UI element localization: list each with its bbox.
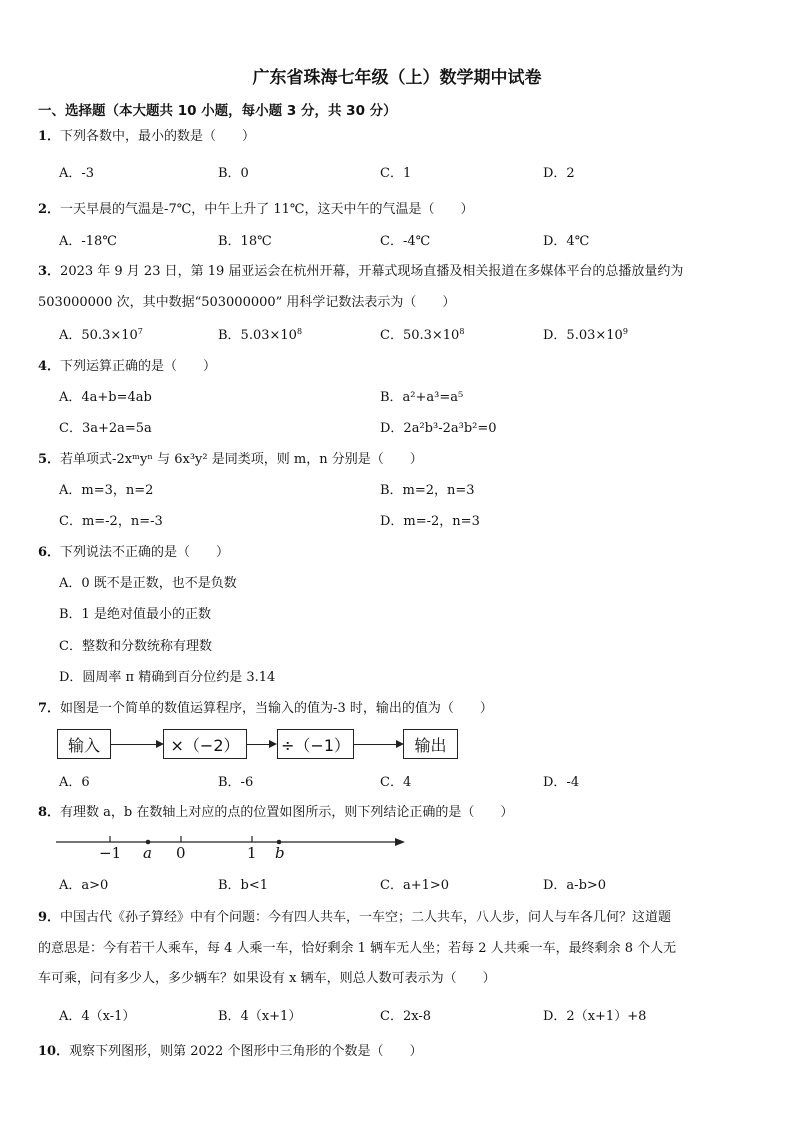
q8-option-a: A．a>0	[59, 878, 109, 893]
question-text: 有理数 a，b 在数轴上对应的点的位置如图所示，则下列结论正确的是（ ）	[60, 805, 514, 820]
flow-arrow-line	[111, 744, 156, 745]
q4-option-a: A．4a+b=4ab	[59, 390, 152, 405]
question-number: 3．	[38, 264, 61, 279]
question-text-line1: 中国古代《孙子算经》中有个问题：今有四人共车，一车空；二人共车，八人步，问人与车各几何？这道题	[60, 910, 672, 925]
q9-option-c: C．2x-8	[380, 1009, 431, 1024]
question-9	[38, 911, 671, 924]
q4-option-b: B．a²+a³=a⁵	[380, 390, 464, 405]
q5-option-c: C．m=-2，n=-3	[59, 514, 163, 529]
question-number: 10．	[38, 1044, 70, 1059]
q8-option-c: C．a+1>0	[380, 878, 450, 893]
q9-option-d: D．2（x+1）+8	[543, 1009, 647, 1024]
question-number: 9．	[38, 910, 61, 925]
number-line-arrow	[395, 838, 405, 846]
flow-arrow-head	[269, 740, 277, 748]
question-text: 若单项式-2xᵐyⁿ 与 6x³y² 是同类项，则 m，n 分别是（ ）	[60, 452, 423, 467]
q7-option-b: B．-6	[218, 775, 254, 790]
question-number: 4．	[38, 359, 61, 374]
question-5	[38, 453, 423, 466]
question-6	[38, 546, 229, 559]
q2-option-c: C．-4℃	[380, 234, 431, 249]
option-text: A．50.3×10	[59, 328, 138, 343]
section-heading: 一、选择题（本大题共 10 小题，每小题 3 分，共 30 分）	[38, 103, 397, 119]
question-text: 一天早晨的气温是-7℃，中午上升了 11℃，这天中午的气温是（ ）	[60, 202, 474, 217]
question-text: 下列各数中，最小的数是（ ）	[60, 129, 256, 144]
flow-box-divide: ÷（−1）	[277, 729, 354, 759]
flow-box-input: 输入	[57, 729, 111, 759]
q3-option-a	[59, 328, 143, 342]
q9-option-b: B．4（x+1）	[218, 1009, 302, 1024]
label-b: b	[275, 844, 285, 862]
question-9-line3: 车可乘，问有多少人，多少辆车？如果设有 x 辆车，则总人数可表示为（ ）	[38, 971, 496, 986]
q1-option-c: C．1	[380, 166, 412, 181]
question-number: 7．	[38, 701, 61, 716]
q1-option-a: A．-3	[59, 166, 95, 181]
question-number: 5．	[38, 452, 61, 467]
option-text: C．50.3×10	[380, 328, 460, 343]
q6-option-c: C．整数和分数统称有理数	[59, 639, 212, 654]
q7-option-c: C．4	[380, 775, 412, 790]
question-8	[38, 806, 513, 819]
question-number: 1．	[38, 129, 61, 144]
exponent: 9	[622, 327, 628, 336]
label-zero: 0	[176, 844, 186, 862]
q6-option-b: B．1 是绝对值最小的正数	[59, 607, 211, 622]
q2-option-b: B．18℃	[218, 234, 272, 249]
question-4	[38, 360, 216, 373]
flow-arrow-line	[247, 744, 269, 745]
q8-option-b: B．b<1	[218, 878, 269, 893]
question-2	[38, 203, 473, 216]
question-number: 2．	[38, 202, 61, 217]
exponent: 8	[459, 327, 465, 336]
question-9-line2: 的意思是：今有若干人乘车，每 4 人乘一车，恰好剩余 1 辆车无人坐；若每 2 人共乘一车，最终剩余 8 个人无	[38, 941, 677, 956]
q2-option-d: D．4℃	[543, 234, 590, 249]
flow-arrow-line	[354, 744, 396, 745]
q9-option-a: A．4（x-1）	[59, 1009, 136, 1024]
question-3-line2: 503000000 次，其中数据“503000000” 用科学记数法表示为（ ）	[38, 295, 456, 310]
exponent: 8	[296, 327, 303, 336]
q5-option-a: A．m=3，n=2	[59, 483, 154, 498]
page-title: 广东省珠海七年级（上）数学期中试卷	[252, 68, 542, 88]
option-text: D．5.03×10	[543, 328, 623, 343]
q6-option-d: D．圆周率 π 精确到百分位约是 3.14	[59, 670, 276, 685]
question-text: 下列运算正确的是（ ）	[60, 359, 217, 374]
exponent: 7	[137, 327, 143, 336]
question-number: 6．	[38, 545, 61, 560]
q3-option-d	[543, 328, 628, 342]
q4-option-d: D．2a²b³-2a³b²=0	[380, 421, 497, 436]
q1-option-b: B．0	[218, 166, 249, 181]
q3-option-b	[218, 328, 302, 342]
question-7	[38, 702, 493, 715]
q4-option-c: C．3a+2a=5a	[59, 421, 152, 436]
label-minus-one: −1	[99, 844, 122, 862]
label-a: a	[143, 844, 152, 862]
flow-box-multiply: ×（−2）	[163, 729, 247, 759]
question-text: 观察下列图形，则第 2022 个图形中三角形的个数是（ ）	[69, 1044, 423, 1059]
question-1	[38, 130, 255, 143]
question-number: 8．	[38, 805, 61, 820]
q3-option-c	[380, 328, 464, 342]
question-text: 如图是一个简单的数值运算程序，当输入的值为-3 时，输出的值为（ ）	[60, 701, 493, 716]
q8-option-d: D．a-b>0	[543, 878, 607, 893]
option-text: B．5.03×10	[218, 328, 297, 343]
q5-option-b: B．m=2，n=3	[380, 483, 475, 498]
q6-option-a: A．0 既不是正数，也不是负数	[59, 576, 237, 591]
q7-option-a: A．6	[59, 775, 90, 790]
question-text-line1: 2023 年 9 月 23 日，第 19 届亚运会在杭州开幕，开幕式现场直播及相关报道在多媒体平台的总播放量约为	[60, 264, 684, 279]
label-one: 1	[247, 844, 257, 862]
q2-option-a: A．-18℃	[59, 234, 117, 249]
question-text: 下列说法不正确的是（ ）	[60, 545, 230, 560]
q1-option-d: D．2	[543, 166, 575, 181]
question-10	[38, 1045, 422, 1058]
question-3	[38, 265, 683, 278]
flow-box-output: 输出	[403, 729, 458, 759]
q5-option-d: D．m=-2，n=3	[380, 514, 480, 529]
q7-option-d: D．-4	[543, 775, 580, 790]
